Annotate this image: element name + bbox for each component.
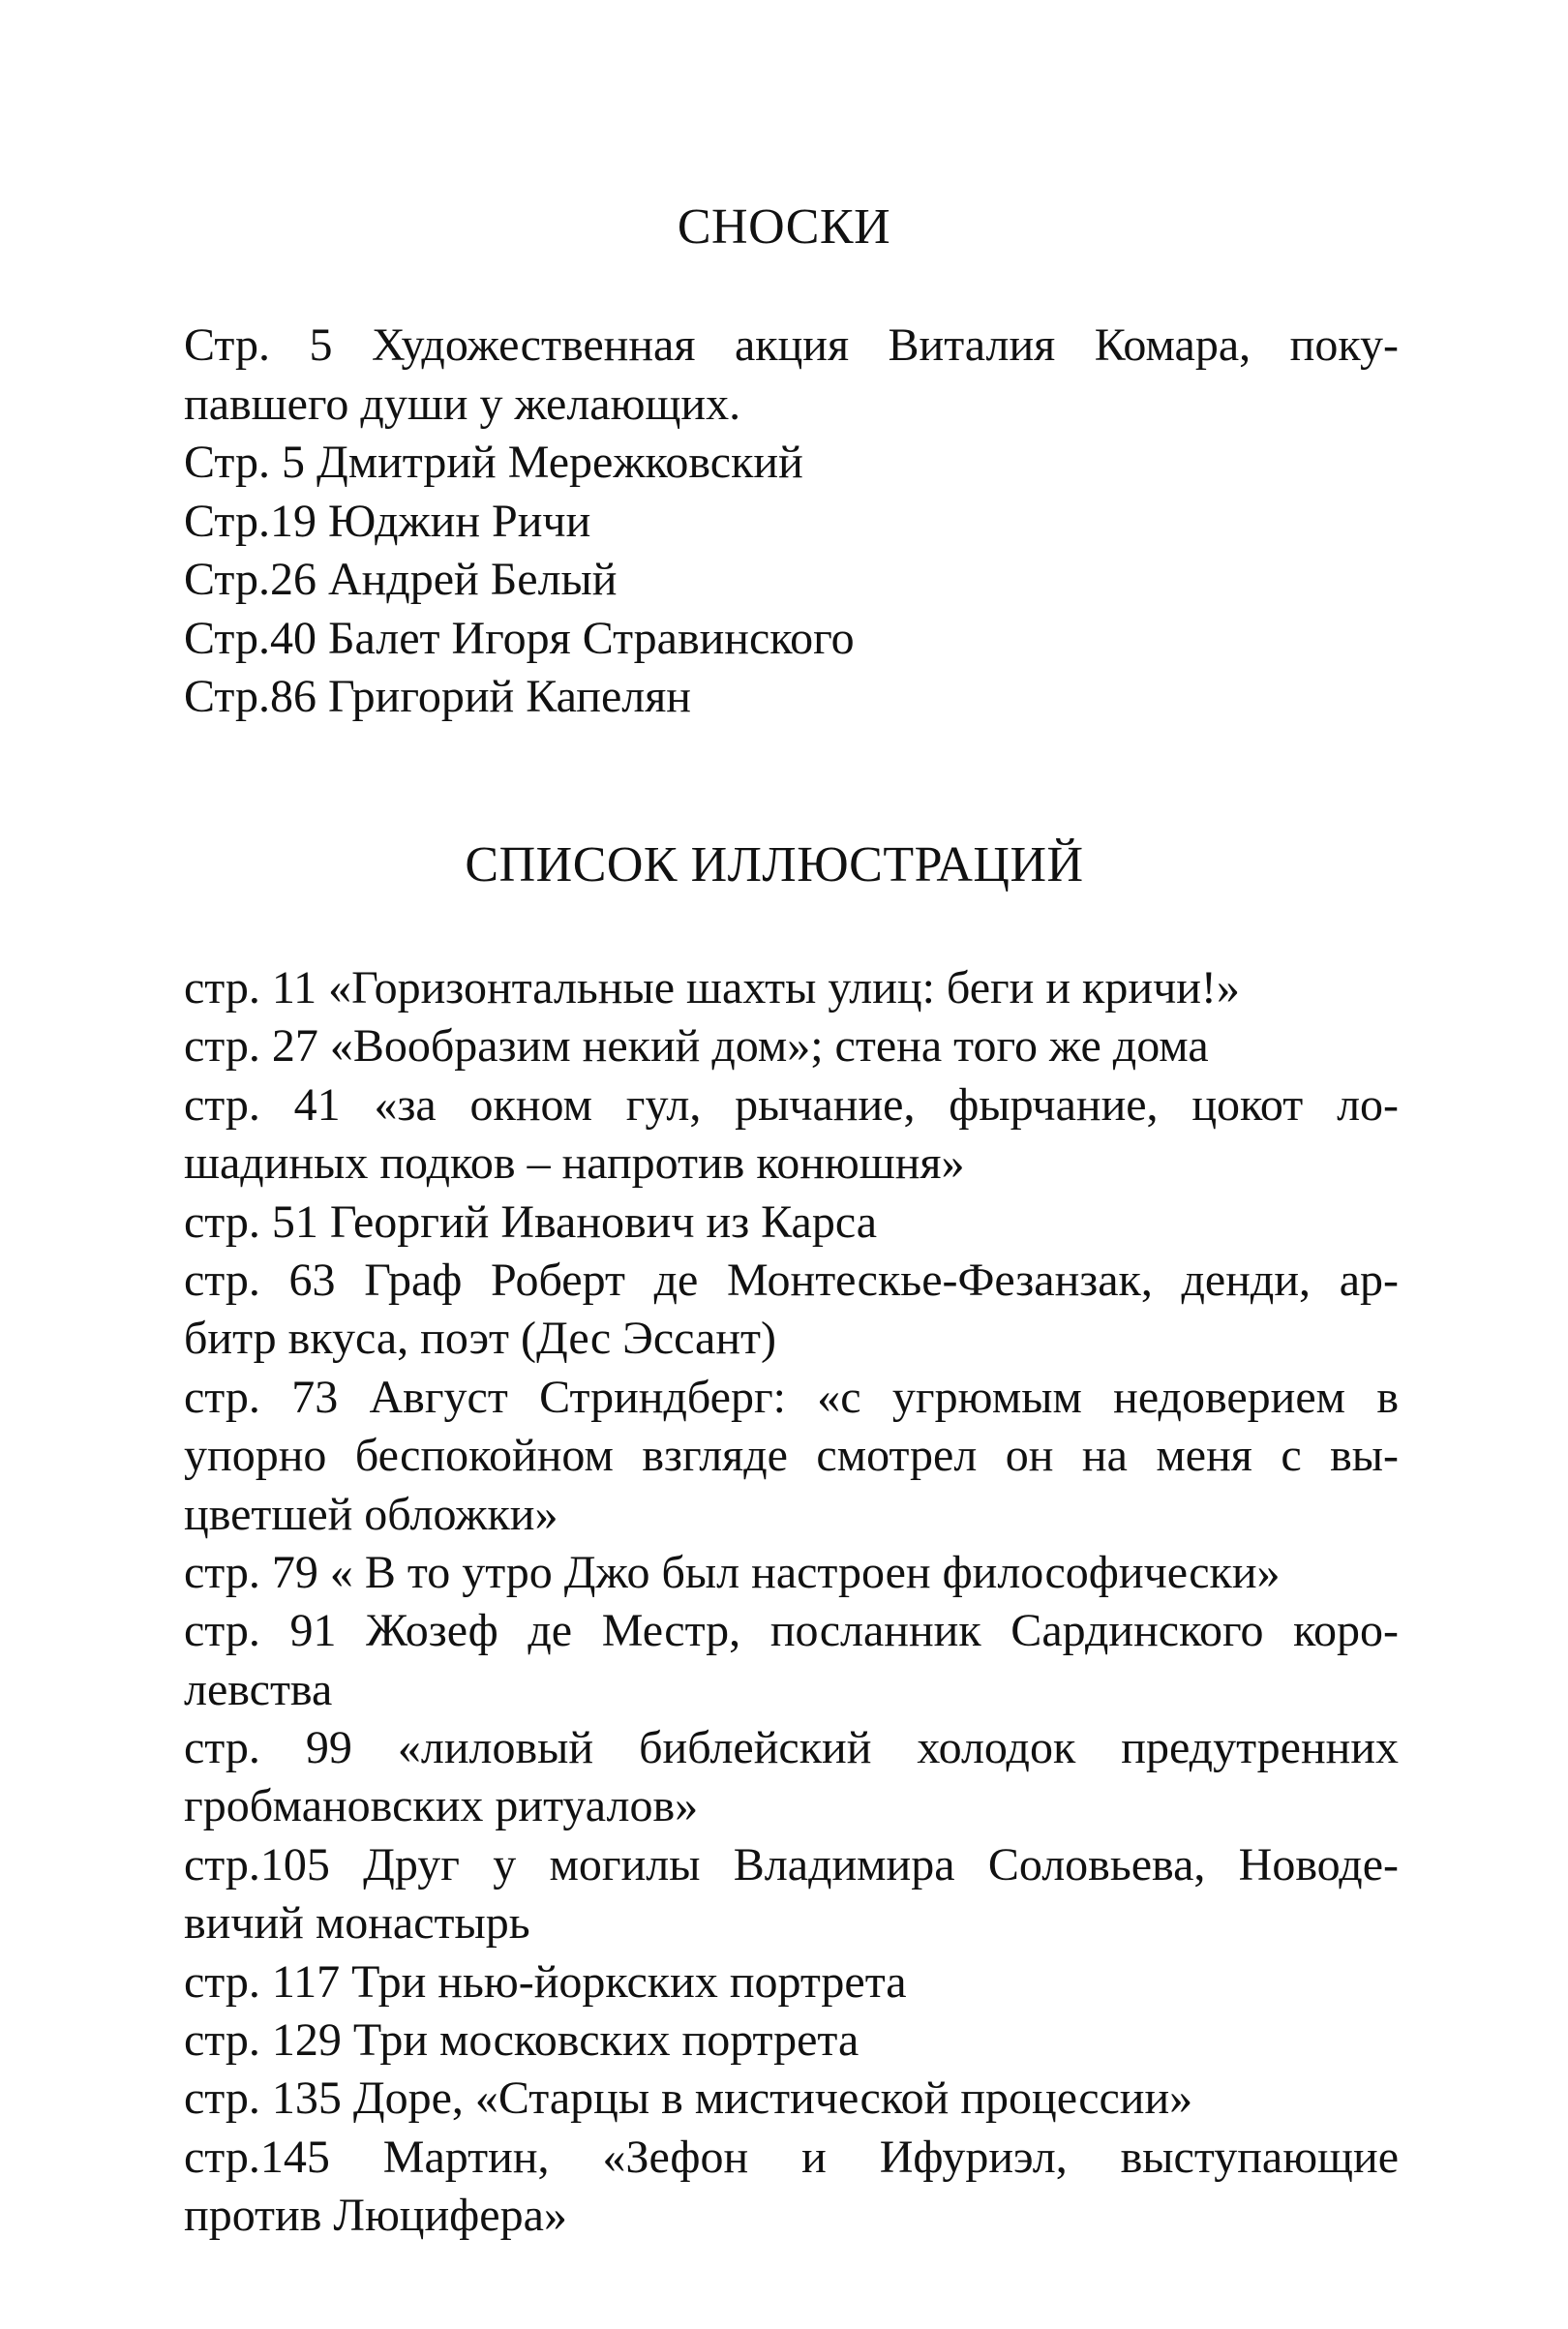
footnote-line: павшего души у желающих.: [184, 378, 741, 430]
illustration-line: стр. 91 Жозеф де Местр, посланник Сардинского коро-: [184, 1605, 1399, 1657]
footnote-line: Стр.40 Балет Игоря Стравинского: [184, 612, 855, 664]
illustration-line: против Люцифера»: [184, 2190, 567, 2242]
footnote-line: Стр. 5 Дмитрий Мережковский: [184, 437, 803, 488]
illustration-line: левства: [184, 1663, 333, 1715]
footnotes-list: [184, 317, 1399, 727]
footnotes-title: СНОСКИ: [677, 199, 891, 255]
footnote-line: Стр.86 Григорий Капелян: [184, 671, 691, 722]
illustration-line: стр.105 Друг у могилы Владимира Соловьева, Новоде-: [184, 1838, 1399, 1890]
illustration-line: шадиных подков – напротив конюшня»: [184, 1137, 965, 1190]
illustration-line: стр. 135 Доре, «Старцы в мистической процессии»: [184, 2072, 1193, 2125]
illustration-line: стр. 117 Три нью-йоркских портрета: [184, 1955, 907, 2008]
illustration-line: битр вкуса, поэт (Дес Эссант): [184, 1313, 776, 1365]
illustration-line: цветшей обложки»: [184, 1488, 558, 1540]
illustration-line: гробмановских ритуалов»: [184, 1780, 699, 1832]
illustration-line: стр. 79 « В то утро Джо был настроен философически»: [184, 1546, 1281, 1598]
illustration-line: стр. 27 «Вообразим некий дом»; стена того же дома: [184, 1020, 1209, 1073]
illustration-line: стр. 129 Три московских портрета: [184, 2014, 859, 2067]
illustration-line: стр. 41 «за окном гул, рычание, фырчание, цокот ло-: [184, 1078, 1399, 1131]
illustration-line: стр.145 Мартин, «Зефон и Ифуриэл, выступающие: [184, 2131, 1399, 2183]
illustrations-title: СПИСОК ИЛЛЮСТРАЦИЙ: [465, 837, 1084, 892]
illustration-line: стр. 73 Август Стриндберг: «с угрюмым недоверием в: [184, 1371, 1399, 1423]
illustration-line: вичий монастырь: [184, 1897, 530, 1950]
illustration-line: стр. 63 Граф Роберт де Монтескье-Фезанзак, денди, ар-: [184, 1254, 1399, 1306]
footnote-line: Стр.19 Юджин Ричи: [184, 495, 591, 547]
illustrations-list: [184, 959, 1399, 2246]
illustration-line: стр. 11 «Горизонтальные шахты улиц: беги и кричи!»: [184, 962, 1240, 1013]
footnote-line: Стр. 5 Художественная акция Виталия Комара, поку-: [184, 319, 1399, 371]
footnote-line: Стр.26 Андрей Белый: [184, 554, 618, 605]
illustration-line: упорно беспокойном взгляде смотрел он на меня с вы-: [184, 1430, 1399, 1482]
illustration-line: стр. 99 «лиловый библейский холодок предутренних: [184, 1722, 1399, 1774]
illustration-line: стр. 51 Георгий Иванович из Карса: [184, 1195, 878, 1248]
